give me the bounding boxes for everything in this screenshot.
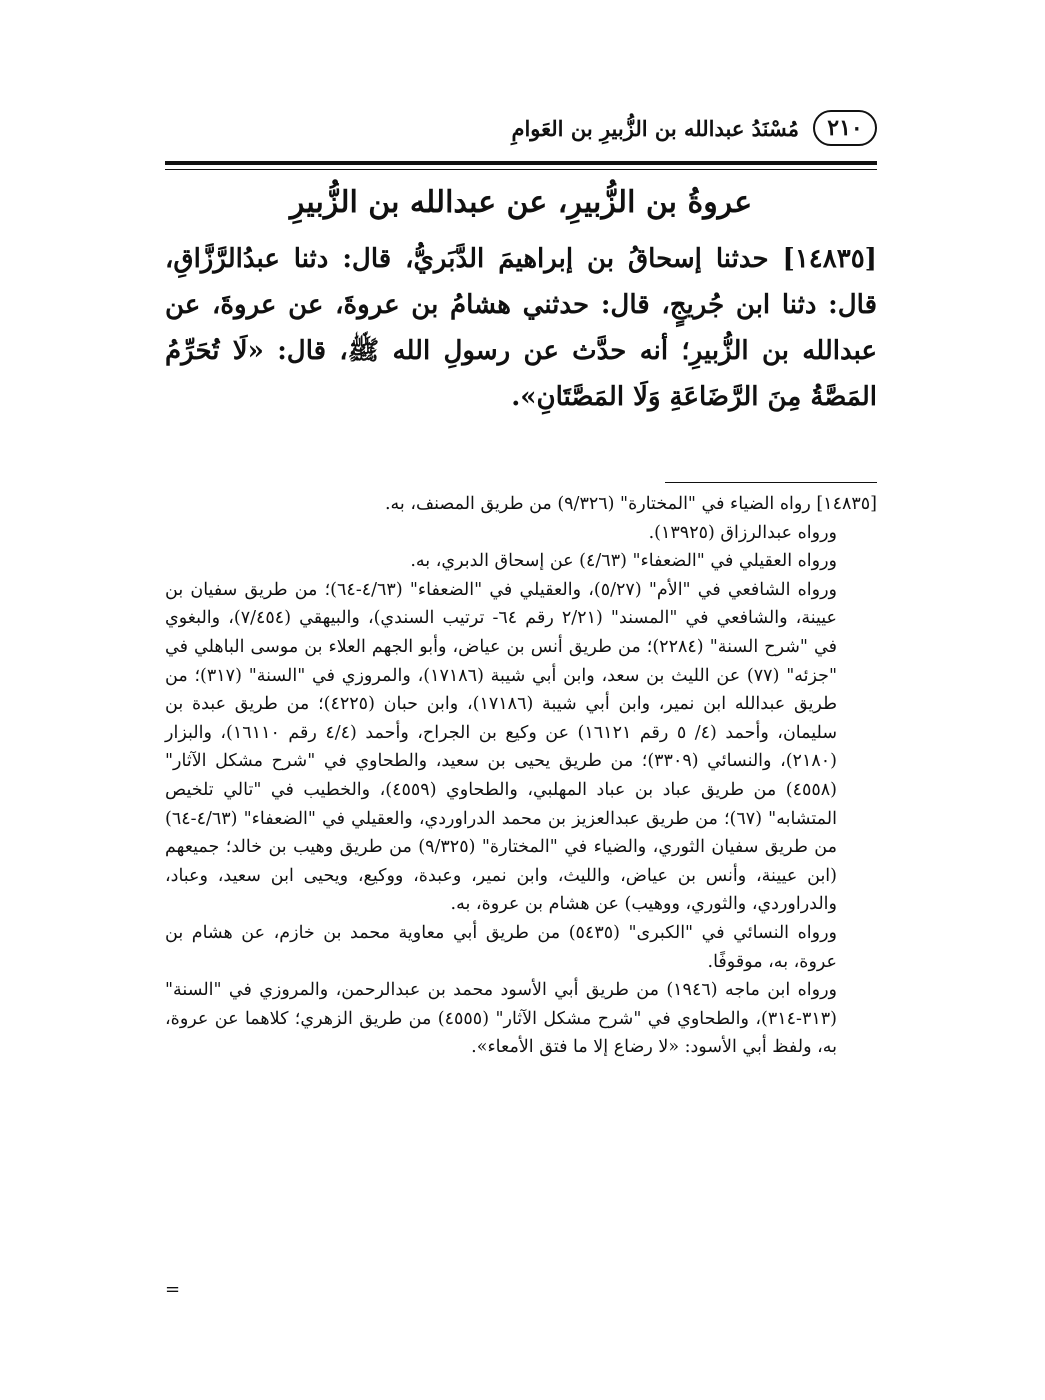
header-rule-thick (165, 161, 877, 165)
hadith-isnad: حدثنا إسحاقُ بن إبراهيمَ الدَّبَريُّ، قال: دثنا عبدُالرَّزَّاقِ، قال: دثنا ابن جُريجٍ، قال: حدثني هشامُ بن عروةَ، عن عروةَ، عن عبدالله بن الزُّبيرِ؛ أنه حدَّث عن رسولِ الله ﷺ، قال: (165, 244, 877, 366)
footnote-para: ورواه العقيلي في "الضعفاء" (٤/٦٣) عن إسحاق الدبري، به. (410, 551, 837, 572)
footnote-para: [١٤٨٣٥] رواه الضياء في "المختارة" (٩/٣٢٦) من طريق المصنف، به. (384, 494, 877, 514)
hadith-matn: «لَا تُحَرِّمُ المَصَّةُ مِنَ الرَّضَاعَةِ وَلَا المَصَّتَانِ». (165, 336, 877, 412)
running-header (165, 108, 877, 148)
continuation-mark: = (165, 1279, 181, 1300)
page-number-badge: ٢١٠ (813, 110, 877, 146)
chapter-title: عروةُ بن الزُّبيرِ، عن عبدالله بن الزُّبيرِ (289, 185, 753, 220)
footnote-para: ورواه الشافعي في "الأم" (٥/٢٧)، والعقيلي في "الضعفاء" (٤/٦٣-٦٤)؛ من طريق سفيان بن عيينة، والشافعي في "المسند" (٢/٢١ رقم ٦٤- ترتيب السندي)، والبيهقي (٧/٤٥٤)، والبغوي في "شرح السنة" (٢٢٨٤)؛ من طريق أنس بن عياض، وأبو الجهم العلاء بن موسى الباهلي في "جزئه" (٧٧) عن الليث بن سعد، وابن أبي شيبة (١٧١٨٦)، والمروزي في "السنة" (٣١٧)؛ من طريق عبدالله ابن نمير، وابن أبي شيبة (١٧١٨٦)، وابن حبان (٤٢٢٥)؛ من طريق عبدة بن سليمان، وأحمد (٤/ ٥ رقم ١٦١٢١) عن وكيع بن الجراح، وأحمد (٤/٤ رقم ١٦١١٠)، والبزار (٢١٨٠)، والنسائي (٣٣٠٩)؛ من طريق يحيى بن سعيد، والطحاوي في "شرح مشكل الآثار" (٤٥٥٨) من طريق عباد بن عباد المهلبي، والطحاوي (٤٥٥٩)، والخطيب في "تالي تلخيص المتشابه" (٦٧)؛ من طريق عبدالعزيز بن محمد الدراوردي، والعقيلي في "الضعفاء" (٤/٦٣-٦٤) من طريق سفيان الثوري، والضياء في "المختارة" (٩/٣٢٥) من طريق وهيب بن خالد؛ جميعهم (ابن عيينة، وأنس بن عياض، والليث، وابن نمير، وعبدة، ووكيع، ويحيى ابن سعيد، وعباد، والدراوردي، والثوري، ووهيب) عن هشام بن عروة، به. (165, 579, 838, 915)
hadith-number: [١٤٨٣٥] (782, 244, 877, 274)
hadith-text (165, 236, 877, 420)
footnote-para: ورواه ابن ماجه (١٩٤٦) من طريق أبي الأسود محمد بن عبدالرحمن، والمروزي في "السنة" (٣١٣-٣١٤)، والطحاوي في "شرح مشكل الآثار" (٤٥٥٥) من طريق الزهري؛ كلاهما عن عروة، به، ولفظ أبي الأسود: «لا رضاع إلا ما فتق الأمعاء». (165, 980, 838, 1058)
header-rule-thin (165, 169, 877, 170)
footnote-separator (665, 482, 877, 483)
footnote-para: ورواه عبدالرزاق (١٣٩٢٥). (648, 522, 837, 543)
footnotes (165, 490, 877, 1062)
footnote-para: ورواه النسائي في "الكبرى" (٥٤٣٥) من طريق أبي معاوية محمد بن خازم، عن هشام بن عروة، به، موقوفًا. (165, 922, 837, 972)
running-title: مُسْنَدُ عبدالله بن الزُّبيرِ بن العَوامِ (511, 115, 799, 141)
